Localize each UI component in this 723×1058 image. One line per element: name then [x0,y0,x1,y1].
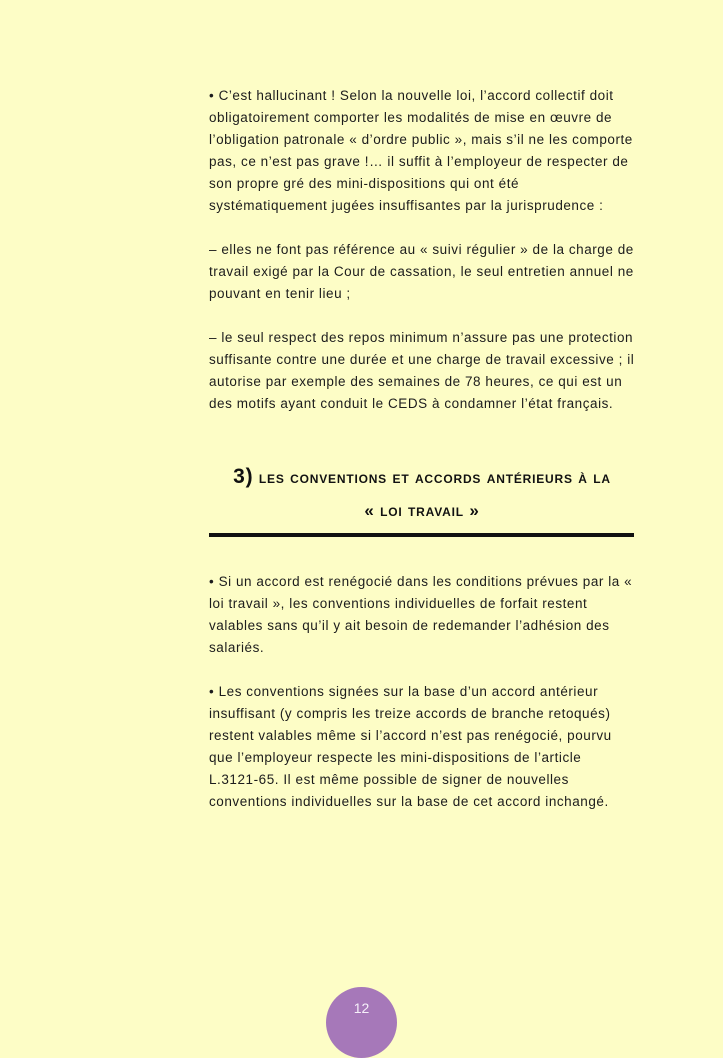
paragraph-gap [209,659,635,681]
paragraph-gap [209,305,635,327]
paragraph-conventions: • Les conventions signées sur la base d’un accord antérieur insuffisant (y compris les treize accords de branche retoqués) restent valables même si l’accord n’est pas renégocié, pourvu que l’employeur respecte les mini-dispositions de l’article L.3121-65. Il est même possible de signer de nouvelles conventions individuelles sur la base de cet accord inchangé. [209,684,612,809]
section-rule [209,533,634,537]
page-number-badge [326,987,397,1058]
section-number: 3) [233,465,254,488]
paragraph-obligation: • C’est hallucinant ! Selon la nouvelle loi, l’accord collectif doit obligatoirement comporter les modalités de mise en œuvre de l’obligation patronale « d’ordre public », mais s’il ne les comporte pas, ce n’est pas grave !… il suffit à l’employeur de respecter de son propre gré des mini-dispositions qui ont été systématiquement jugées insuffisantes par la jurisprudence : [209,88,633,213]
paragraph-renegocie: • Si un accord est renégocié dans les conditions prévues par la « loi travail », les conventions individuelles de forfait restent valables sans qu’il y ait besoin de redemander l’adhésion des salariés. [209,574,633,655]
section-body [209,571,635,813]
section-heading-line1 [209,460,635,494]
paragraph-gap [209,217,635,239]
page-content [209,85,635,813]
section-title-part1: les conventions et accords antérieurs à la [258,468,611,487]
page-number: 12 [353,1000,370,1016]
paragraph-repos: – le seul respect des repos minimum n’assure pas une protection suffisante contre une durée et une charge de travail excessive ; il autorise par exemple des semaines de 78 heures, ce qui est un des motifs ayant conduit le CEDS à condamner l’état français. [209,330,635,411]
section-heading [209,460,635,527]
section-title-part2: « loi travail » [364,501,480,520]
paragraph-suivi: – elles ne font pas référence au « suivi régulier » de la charge de travail exigé par la Cour de cassation, le seul entretien annuel ne pouvant en tenir lieu ; [209,242,634,301]
